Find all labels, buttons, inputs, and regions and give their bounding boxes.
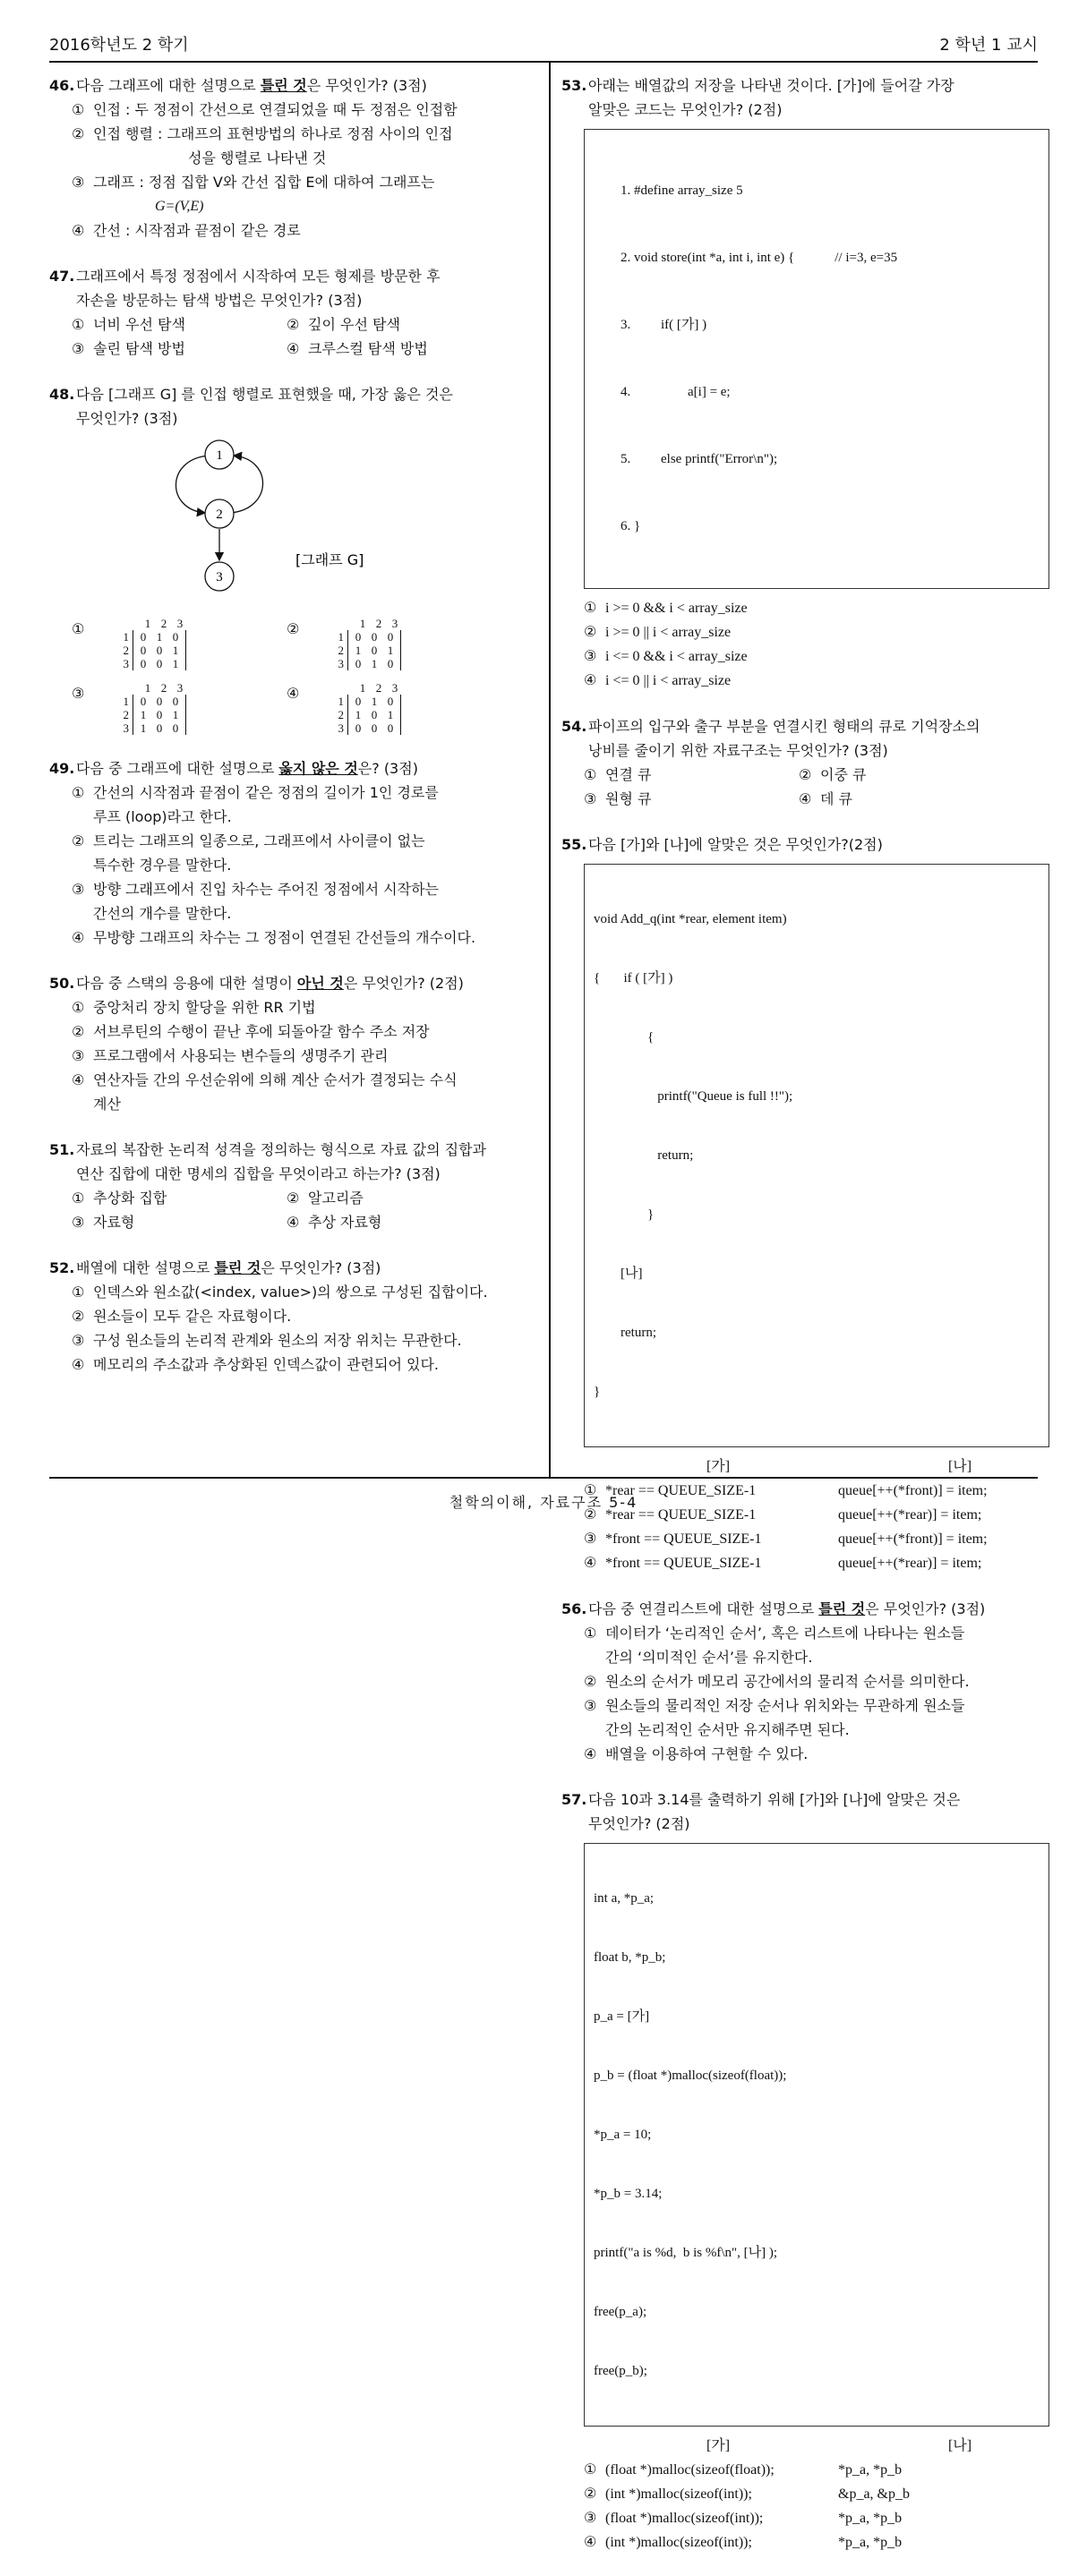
question-text: 은 무엇인가? (3점) [261,1259,381,1276]
matrix-cell: 0 [387,630,394,644]
matrix-cell: 0 [355,695,362,708]
option-mark: ③ [72,685,85,702]
option-3[interactable]: ③ 원소들의 물리적인 저장 순서나 위치와는 무관하게 원소들 간의 논리적인 순서만 유지해주면 된다. [584,1697,965,1738]
matrix-cell: 0 [371,630,378,644]
question-50 [49,971,537,1116]
option-1[interactable]: ① 너비 우선 탐색 [72,316,185,333]
option-4[interactable]: ④ 연산자들 간의 우선순위에 의해 계산 순서가 결정되는 수식 계산 [72,1071,458,1113]
matrix-col-head: 2 [375,617,382,630]
question-text: 은 무엇인가? (2점) [343,975,464,992]
question-text-cont: 자손을 방문하는 탐색 방법은 무엇인가? (3점) [76,292,363,309]
footer-rule [49,1477,1038,1479]
option-1[interactable]: ① (float *)malloc(sizeof(float)); *p_a, *p_b [584,2462,903,2478]
matrix-col-head: 1 [359,681,366,695]
question-text-cont: 무엇인가? (2점) [588,1815,690,1832]
column-headers: [가] [나] [706,1459,972,1474]
options-grid [49,312,537,361]
option-2[interactable]: ② 서브루틴의 수행이 끝난 후에 되돌아갈 함수 주소 저장 [72,1023,430,1040]
question-text: 다음 중 연결리스트에 대한 설명으로 [588,1600,819,1617]
matrix-cell: 1 [140,708,147,721]
matrix-row-head: 1 [338,630,344,644]
code-line: p_a = [가] [594,2009,650,2024]
matrix-cell: 1 [172,657,179,670]
matrix-row-head: 2 [338,644,344,657]
emphasis: 틀린 것 [818,1600,866,1617]
option-2[interactable]: ② *rear == QUEUE_SIZE-1 queue[++(*rear)] = item; [584,1507,982,1523]
option-1[interactable]: ① *rear == QUEUE_SIZE-1 queue[++(*front)] = item; [584,1483,988,1498]
option-2[interactable]: ② 트리는 그래프의 일종으로, 그래프에서 사이클이 없는 특수한 경우를 말한다. [72,832,425,874]
option-3[interactable]: ③ 솔린 탐색 방법 [72,340,185,357]
option-4[interactable]: ④ (int *)malloc(sizeof(int)); *p_a, *p_b [584,2535,903,2550]
matrix-cell: 0 [387,657,394,670]
option-3[interactable]: ③ 그래프 : 정점 집합 V와 간선 집합 E에 대하여 그래프는 [72,174,435,191]
code-line: { [594,1030,655,1045]
code-box [584,129,1049,589]
option-2[interactable]: ② i >= 0 || i < array_size [584,625,732,640]
emphasis: 틀린 것 [214,1259,261,1276]
header-rule [49,61,1038,63]
matrix-col-head: 1 [144,617,151,630]
question-56 [561,1597,1049,1766]
question-55 [561,832,1049,1575]
matrix-cell: 0 [371,721,378,735]
matrix-col-head: 1 [359,617,366,630]
code-line: { if ( [가] ) [594,971,673,985]
code-line: void Add_q(int *rear, element item) [594,912,787,926]
question-number: 55. [561,836,587,853]
question-text: 은? (3점) [357,760,418,777]
option-mark: ④ [287,685,300,702]
matrix-cell: 0 [156,695,163,708]
question-47 [49,264,537,361]
question-text-cont: 무엇인가? (3점) [76,410,178,427]
matrix-cell: 0 [140,630,147,644]
question-text-cont: 연산 집합에 대한 명세의 집합을 무엇이라고 하는가? (3점) [76,1165,441,1182]
matrix-cell: 0 [355,657,362,670]
matrix-cell: 1 [172,708,179,721]
option-1[interactable]: ① 인접 : 두 정점이 간선으로 연결되었을 때 두 정점은 인접함 [72,101,458,118]
question-53 [561,73,1049,693]
code-line: *p_b = 3.14; [594,2187,663,2201]
question-text: 은 무엇인가? (3점) [865,1600,986,1617]
matrix-row-head: 3 [338,721,344,735]
page-footer: 철학의이해, 자료구조 5-4 [449,1494,638,1511]
question-number: 49. [49,760,75,777]
question-number: 50. [49,975,75,992]
edge-1-2 [175,456,209,513]
option-1[interactable]: ① i >= 0 && i < array_size [584,601,748,616]
option-2-cont: 성을 행렬로 나타낸 것 [188,149,327,166]
code-line: 2. void store(int *a, int i, int e) { // i=3, e=35 [621,251,898,265]
node-1-label: 1 [216,448,223,463]
matrix-row-head: 2 [338,708,344,721]
matrix-cell: 0 [140,695,147,708]
question-number: 52. [49,1259,75,1276]
option-2[interactable]: ② 인접 행렬 : 그래프의 표현방법의 하나로 정점 사이의 인접 [72,125,453,142]
option-4[interactable]: ④ 간선 : 시작점과 끝점이 같은 경로 [72,222,301,239]
question-text: 그래프에서 특정 정점에서 시작하여 모든 형제를 방문한 후 [76,268,441,285]
question-number: 47. [49,268,75,285]
question-text: 다음 [가]와 [나]에 알맞은 것은 무엇인가?(2점) [588,836,883,853]
matrix-row-head: 3 [123,657,129,670]
code-line: p_b = (float *)malloc(sizeof(float)); [594,2068,787,2083]
option-2[interactable]: ② 원소의 순서가 메모리 공간에서의 물리적 순서를 의미한다. [584,1673,970,1690]
left-column [49,73,537,1398]
matrix-col-head: 3 [391,617,398,630]
matrix-cell: 1 [371,695,378,708]
emphasis: 아닌 것 [296,975,344,992]
matrix-cell: 1 [172,644,179,657]
code-line: 1. #define array_size 5 [621,183,743,198]
option-2[interactable]: ② (int *)malloc(sizeof(int)); &p_a, &p_b [584,2486,910,2502]
question-text: 다음 [그래프 G] 를 인접 행렬로 표현했을 때, 가장 옳은 것은 [76,386,453,403]
matrix-cell: 0 [156,657,163,670]
question-text: 은 무엇인가? (3점) [306,77,427,94]
option-3[interactable]: ③ i <= 0 && i < array_size [584,649,748,664]
adjacency-matrix [116,681,188,735]
matrix-cell: 0 [172,630,179,644]
matrix-cell: 0 [371,644,378,657]
matrix-row-head: 2 [123,708,129,721]
code-line: printf("a is %d, b is %f\n", [나] ); [594,2246,778,2260]
column-divider [549,61,551,1477]
matrix-cell: 1 [156,630,163,644]
question-number: 53. [561,77,587,94]
matrix-cell: 0 [387,721,394,735]
code-line: 3. if( [가] ) [621,318,707,332]
code-line: } [594,1207,655,1222]
code-line: printf("Queue is full !!"); [594,1089,793,1104]
option-3[interactable]: ③ (float *)malloc(sizeof(int)); *p_a, *p_b [584,2511,903,2526]
question-52 [49,1256,537,1377]
question-57 [561,1787,1049,2555]
question-text-cont: 낭비를 줄이기 위한 자료구조는 무엇인가? (3점) [588,742,888,759]
option-3[interactable] [72,681,287,735]
question-text: 파이프의 입구와 출구 부분을 연결시킨 형태의 큐로 기억장소의 [588,718,980,735]
matrix-cell: 1 [387,708,394,721]
matrix-cell: 1 [355,644,362,657]
matrix-cell: 0 [156,721,163,735]
matrix-cell: 0 [355,721,362,735]
code-line: free(p_a); [594,2305,647,2319]
code-line: int a, *p_a; [594,1891,655,1906]
matrix-col-head: 3 [391,681,398,695]
matrix-col-head: 2 [160,681,167,695]
matrix-cell: 0 [156,644,163,657]
question-text: 다음 10과 3.14를 출력하기 위해 [가]와 [나]에 알맞은 것은 [588,1791,961,1808]
question-text: 다음 중 그래프에 대한 설명으로 [76,760,279,777]
matrix-options [49,617,537,735]
option-1[interactable]: ① 중앙처리 장치 할당을 위한 RR 기법 [72,999,316,1016]
matrix-cell: 0 [387,695,394,708]
question-46 [49,73,537,243]
option-3[interactable]: ③ 방향 그래프에서 진입 차수는 주어진 정점에서 시작하는 간선의 개수를 말한다. [72,881,440,922]
edge-2-1 [230,456,263,513]
option-1[interactable]: ① 추상화 집합 [72,1190,167,1207]
option-3[interactable]: ③ 원형 큐 [584,790,652,807]
exam-term: 2016학년도 2 학기 [49,36,189,55]
question-49 [49,756,537,950]
option-3[interactable]: ③ 구성 원소들의 논리적 관계와 원소의 저장 위치는 무관한다. [72,1332,462,1349]
question-text: 아래는 배열값의 저장을 나타낸 것이다. [가]에 들어갈 가장 [588,77,954,94]
matrix-cell: 1 [387,644,394,657]
matrix-cell: 1 [371,657,378,670]
matrix-cell: 0 [140,657,147,670]
code-line: 4. a[i] = e; [621,385,731,399]
page-header [49,27,1038,57]
option-1[interactable]: ① 간선의 시작점과 끝점이 같은 정점의 길이가 1인 경로를 루프 (loop)라고 한다. [72,784,439,825]
matrix-col-head: 3 [176,617,184,630]
question-number: 51. [49,1141,75,1158]
question-text: 다음 중 스택의 응용에 대한 설명이 [76,975,297,992]
graph-diagram [49,431,537,601]
code-line: float b, *p_b; [594,1950,666,1965]
right-column [561,73,1049,2576]
column-headers: [가] [나] [706,2438,972,2453]
node-2-label: 2 [216,508,223,522]
matrix-row-head: 2 [123,644,129,657]
matrix-cell: 0 [172,695,179,708]
option-2[interactable]: ② 알고리즘 [287,1190,364,1207]
option-1[interactable]: ① 데이터가 ‘논리적인 순서’, 혹은 리스트에 나타나는 원소들 간의 ‘의미적인 순서’를 유지한다. [584,1625,965,1666]
question-54 [561,714,1049,811]
matrix-row-head: 1 [123,630,129,644]
option-2[interactable]: ② 원소들이 모두 같은 자료형이다. [72,1308,292,1325]
matrix-cell: 1 [355,708,362,721]
matrix-cell: 0 [140,644,147,657]
adjacency-matrix [331,681,403,735]
node-3-label: 3 [216,570,223,584]
matrix-col-head: 1 [144,681,151,695]
code-line: free(p_b); [594,2364,647,2378]
option-4[interactable]: ④ 추상 자료형 [287,1214,382,1231]
option-1[interactable]: ① 연결 큐 [584,766,652,783]
option-mark: ② [287,620,300,637]
question-number: 56. [561,1600,587,1617]
option-4[interactable]: ④ 데 큐 [799,790,852,807]
question-51 [49,1138,537,1234]
matrix-col-head: 2 [375,681,382,695]
option-1[interactable]: ① 인덱스와 원소값(<index, value>)의 쌍으로 구성된 집합이다. [72,1284,488,1301]
question-number: 54. [561,718,587,735]
question-48 [49,382,537,735]
options-grid [561,763,1049,811]
question-number: 48. [49,386,75,403]
matrix-row-head: 3 [338,657,344,670]
matrix-cell: 0 [172,721,179,735]
option-2[interactable] [287,617,501,670]
matrix-row-head: 3 [123,721,129,735]
matrix-cell: 1 [140,721,147,735]
option-3[interactable]: ③ 자료형 [72,1214,135,1231]
option-3[interactable]: ③ *front == QUEUE_SIZE-1 queue[++(*front)] = item; [584,1531,988,1547]
option-3-cont: G=(V,E) [155,199,204,214]
option-4[interactable] [287,681,501,735]
option-4[interactable]: ④ *front == QUEUE_SIZE-1 queue[++(*rear)] = item; [584,1556,982,1571]
code-box [584,1843,1049,2427]
matrix-row-head: 1 [123,695,129,708]
option-4[interactable]: ④ 메모리의 주소값과 추상화된 인덱스값이 관련되어 있다. [72,1356,440,1373]
question-text-cont: 알맞은 코드는 무엇인가? (2점) [588,101,783,118]
code-line: 5. else printf("Error\n"); [621,452,778,466]
graph-g [49,431,537,610]
matrix-row-head: 1 [338,695,344,708]
matrix-col-head: 3 [176,681,184,695]
emphasis: 옳지 않은 것 [278,760,358,777]
code-line: return; [594,1326,656,1340]
adjacency-matrix [331,617,403,670]
option-4[interactable]: ④ 크루스컬 탐색 방법 [287,340,428,357]
code-line: *p_a = 10; [594,2128,652,2142]
option-2[interactable]: ② 이중 큐 [799,766,867,783]
question-number: 57. [561,1791,587,1808]
adjacency-matrix [116,617,188,670]
matrix-cell: 0 [371,708,378,721]
option-mark: ① [72,620,85,637]
code-line: } [594,1385,601,1399]
option-4[interactable]: ④ 배열을 이용하여 구현할 수 있다. [584,1745,809,1762]
exam-grade-period: 2 학년 1 교시 [939,36,1038,55]
emphasis: 틀린 것 [260,77,307,94]
code-line: 6. } [621,519,641,533]
option-3[interactable]: ③ 프로그램에서 사용되는 변수들의 생명주기 관리 [72,1047,389,1064]
option-1[interactable] [72,617,287,670]
option-4[interactable]: ④ 무방향 그래프의 차수는 그 정점이 연결된 간선들의 개수이다. [72,929,476,946]
code-line: return; [594,1148,694,1163]
code-box [584,864,1049,1447]
matrix-cell: 0 [355,630,362,644]
matrix-cell: 0 [156,708,163,721]
code-line: [나] [594,1267,643,1281]
option-2[interactable]: ② 깊이 우선 탐색 [287,316,400,333]
question-text: 다음 그래프에 대한 설명으로 [76,77,261,94]
graph-label: [그래프 G] [295,551,364,568]
question-number: 46. [49,77,75,94]
option-4[interactable]: ④ i <= 0 || i < array_size [584,673,732,688]
matrix-col-head: 2 [160,617,167,630]
question-text: 배열에 대한 설명으로 [76,1259,215,1276]
options-grid [49,1186,537,1234]
question-text: 자료의 복잡한 논리적 성격을 정의하는 형식으로 자료 값의 집합과 [76,1141,487,1158]
